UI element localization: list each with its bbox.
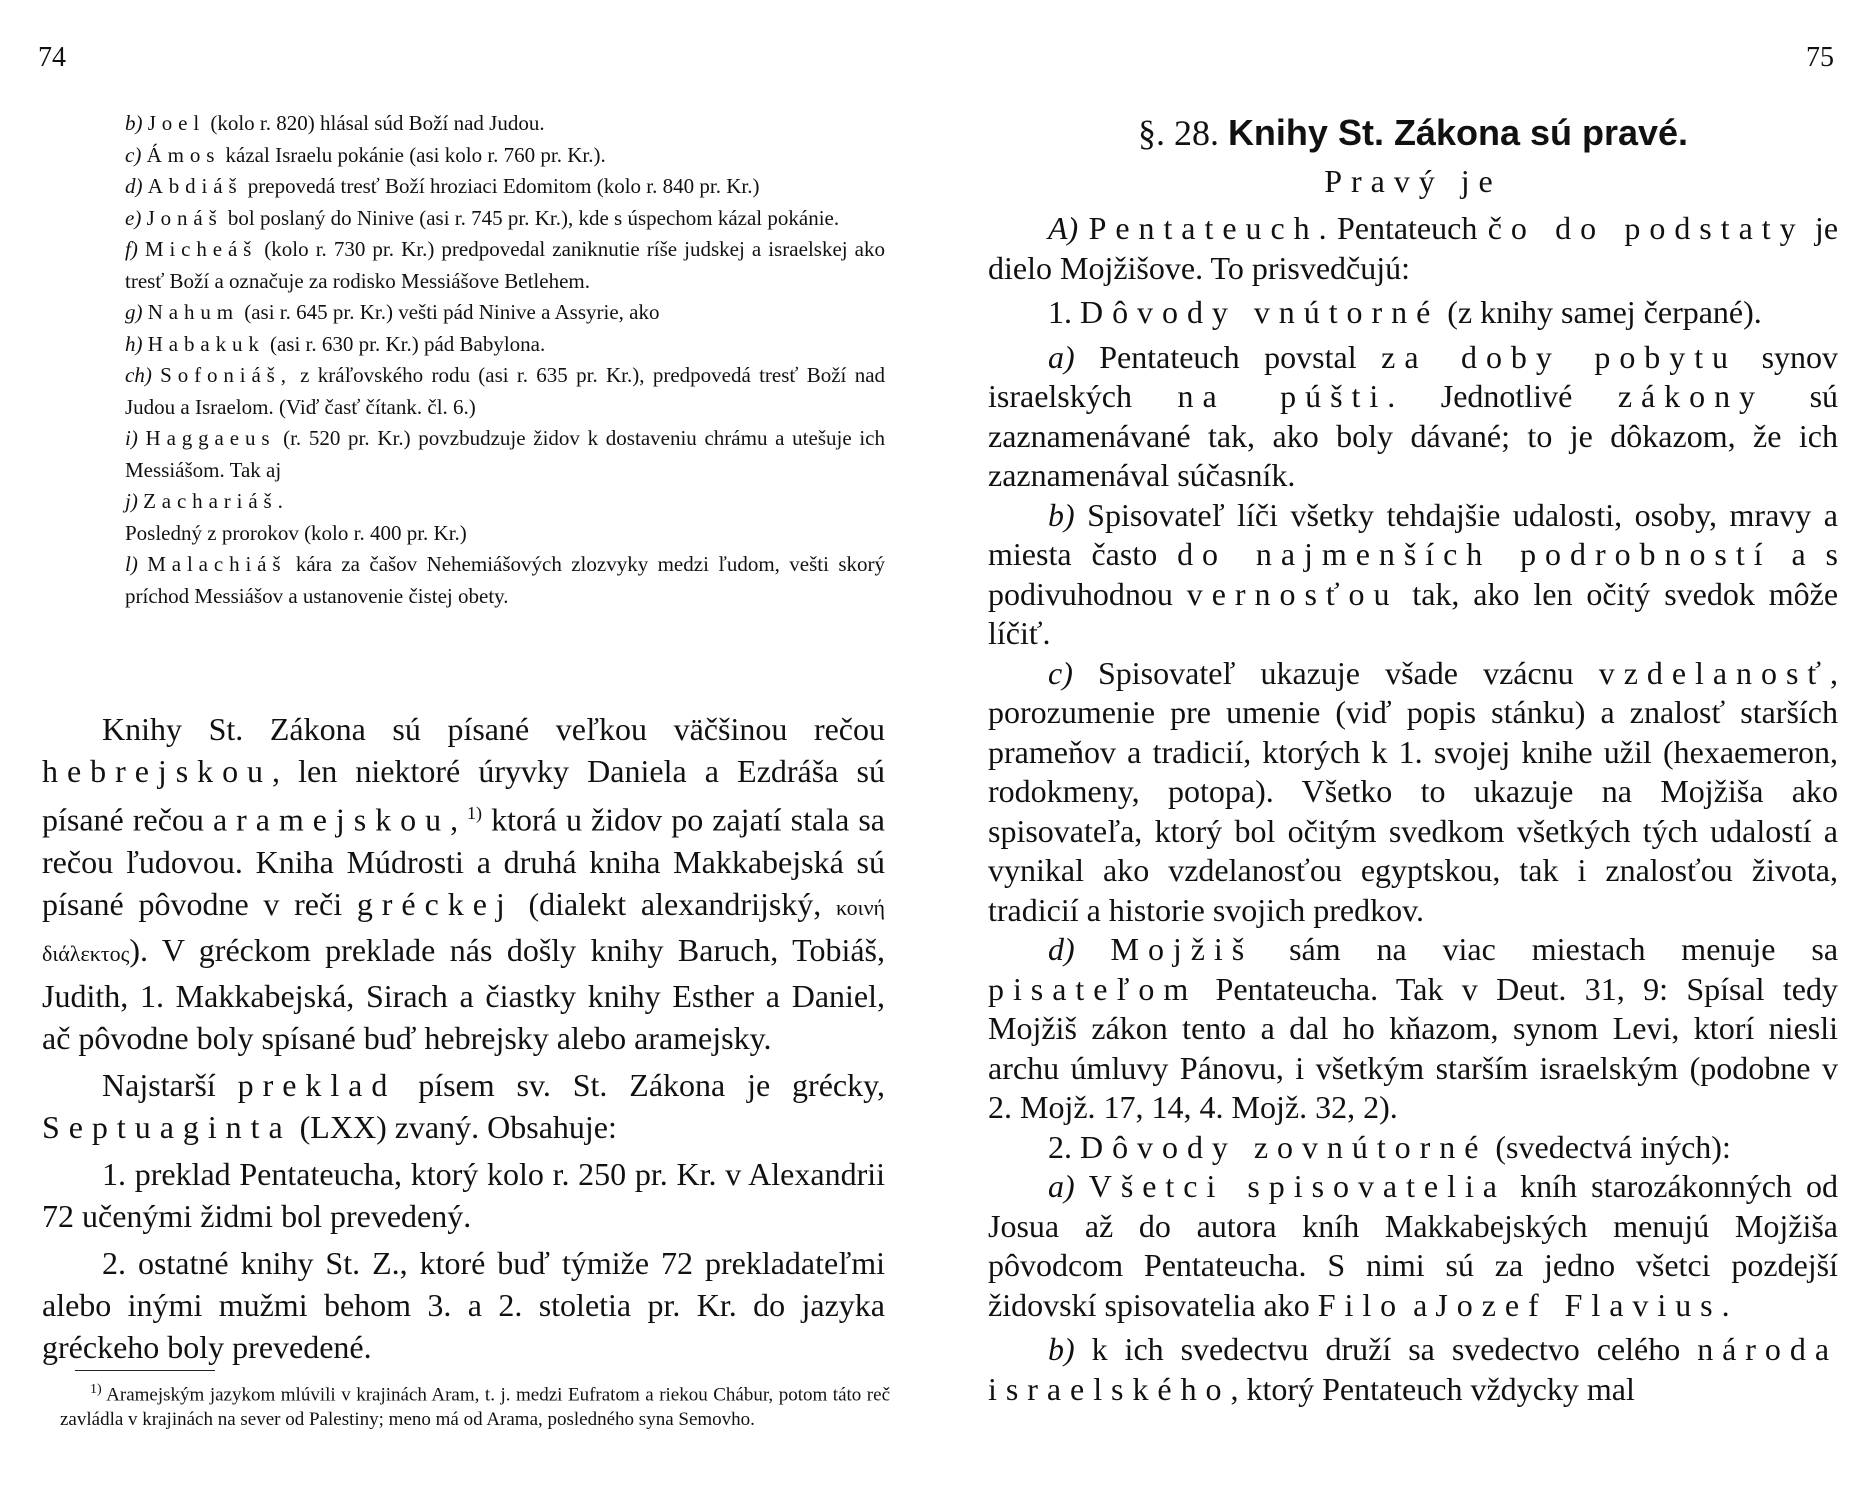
reason-d: d) Mojžiš sám na viac miestach menuje sa pisateľom Pentateucha. Tak v Deut. 31, 9: Spísal tedy Mojžiš zákon tento a dal ho kňazom, synom Levi, ktorí niesli archu úmluvy Pánovu, i všetkým starším israelským (podobne v 2. Mojž. 17, 14, 4. Mojž. 32, 2).	[988, 931, 1839, 1125]
prophets-list	[125, 108, 885, 612]
list-item: 1. preklad Pentateucha, ktorý kolo r. 250 pr. Kr. v Alexandrii 72 učenými židmi bol prevedený.	[42, 1155, 885, 1234]
prophet-entry: i) Haggaeus (r. 520 pr. Kr.) povzbudzuje židov k dostaveniu chrámu a utešuje ich Messiášom. Tak aj	[125, 426, 886, 482]
reason-a2: a) Všetci spisovatelia kníh starozákonných od Josua až do autora kníh Makkabejských menujú Mojžiša pôvodcom Pentateucha. S nimi sú za jedno všetci pozdejší židovskí spisovatelia ako Filo a Jozef Flavius.	[988, 1168, 1839, 1323]
external-reasons-heading: 2. Dôvody zovnútorné (svedectvá iných):	[1048, 1128, 1731, 1165]
right-body	[988, 113, 1838, 1409]
list-item: 2. ostatné knihy St. Z., ktoré buď týmiže 72 prekladateľmi alebo inými mužmi behom 3. a 2. stoletia pr. Kr. do jazyka gréckeho boly prevedené.	[42, 1244, 885, 1365]
prophet-entry: l) Malachiáš kára za čašov Nehemiášových zlozvyky medzi ľudom, vešti skorý príchod Messiášov a ustanovenie čistej obety.	[125, 552, 886, 608]
prophet-entry: c) Ámos kázal Israelu pokánie (asi kolo r. 760 pr. Kr.).	[125, 142, 606, 167]
reason-b: b) Spisovateľ líči všetky tehdajšie udalosti, osoby, mravy a miesta často do najmenších podrobností a s podivuhodnou vernosťou tak, ako len očitý svedok môže líčiť.	[988, 496, 1839, 651]
languages-paragraph: Knihy St. Zákona sú písané veľkou väčšinou rečou hebrejskou, len niektoré úryvky Daniela a Ezdráša sú písané rečou aramejskou,$^{1)}$ ktorá u židov po zajatí stala sa rečou ľudovou. Kniha Múdrosti a druhá kniha Makkabejská sú písané pôvodne v reči gréckej (dialekt alexandrijský, κοινή διάλεκτος). V gréckom preklade nás došly knihy Baruch, Tobiáš, Judith, 1. Makkabejská, Sirach a čiastky knihy Esther a Daniel, ač pôvodne boly spísané buď hebrejsky alebo aramejsky.	[42, 711, 886, 1056]
left-body	[42, 708, 885, 1368]
prophet-entry: b) Joel (kolo r. 820) hlásal súd Boží nad Judou.	[125, 111, 545, 135]
prophet-entry: h) Habakuk (asi r. 630 pr. Kr.) pád Babylona.	[125, 331, 546, 356]
last-prophet-line: Posledný z prorokov (kolo r. 400 pr. Kr.)	[125, 520, 467, 545]
right-page-number: 75	[1806, 42, 1834, 73]
section-heading: §. 28. Knihy St. Zákona sú pravé.	[1137, 112, 1689, 153]
prophet-entry: d) Abdiáš prepovedá tresť Boží hroziaci Edomitom (kolo r. 840 pr. Kr.)	[125, 174, 760, 198]
reason-c: c) Spisovateľ ukazuje všade vzácnu vzdelanosť, porozumenie pre umenie (viď popis stánku) a znalosť starších prameňov a tradicií, ktorých k 1. svojej knihe užil (hexaemeron, rodokmeny, potopa). Všetko to ukazuje na Mojžiša ako spisovateľa, ktorý bol očitým svedkom všetkých tých udalostí a vynikal ako vzdelanosťou egyptskou, tak i znalosťou života, tradicií a historie svojich predkov.	[988, 654, 1839, 928]
prophet-entry: f) Micheáš (kolo r. 730 pr. Kr.) predpovedal zaniknutie ríše judskej a israelskej ako tresť Boží a označuje za rodisko Messiášove Betlehem.	[125, 237, 886, 293]
footnote: $^{1)}$ Aramejským jazykom mlúvili v krajinách Aram, t. j. medzi Eufratom a riekou Chábur, potom táto reč zavládla v krajinách na sever od Palestiny; meno má od Arama, posledného syna Semovho.	[60, 1370, 890, 1432]
septuagint-paragraph: Najstarší preklad písem sv. St. Zákona je grécky, Septuaginta (LXX) zvaný. Obsahuje:	[42, 1066, 886, 1145]
prophet-entry: ch) Sofoniáš, z kráľovského rodu (asi r. 635 pr. Kr.), predpovedá tresť Boží nad Judou a Israelom. (Viď časť čítank. čl. 6.)	[125, 363, 886, 419]
reason-b2: b) k ich svedectvu druží sa svedectvo celého národa israelského, ktorý Pentateuch vždycky mal	[988, 1331, 1839, 1407]
left-page-number: 74	[38, 42, 66, 73]
section-subtitle: Pravý je	[1324, 162, 1502, 199]
footnote-ref: 1)	[467, 803, 483, 823]
prophet-entry: j) Zachariáš.	[125, 489, 289, 513]
prophet-entry: e) Jonáš bol poslaný do Ninive (asi r. 745 pr. Kr.), kde s úspechom kázal pokánie.	[125, 205, 840, 230]
prophet-entry: g) Nahum (asi r. 645 pr. Kr.) vešti pád Ninive a Assyrie, ako	[125, 300, 660, 324]
reason-a: a) Pentateuch povstal za doby pobytu synov israelských na púšti. Jednotlivé zákony sú zaznamenávané tak, ako boly dávané; to je dôkazom, že ich zaznamenával súčasník.	[988, 338, 1839, 493]
internal-reasons-heading: 1. Dôvody vnútorné (z knihy samej čerpané).	[1048, 294, 1762, 330]
greek-phrase: κοινή διάλεκτος	[42, 894, 886, 966]
footnote-rule	[75, 1370, 215, 1371]
pentateuch-paragraph: A) Pentateuch. Pentateuch čo do podstaty je dielo Mojžišove. To prisvedčujú:	[988, 210, 1839, 286]
